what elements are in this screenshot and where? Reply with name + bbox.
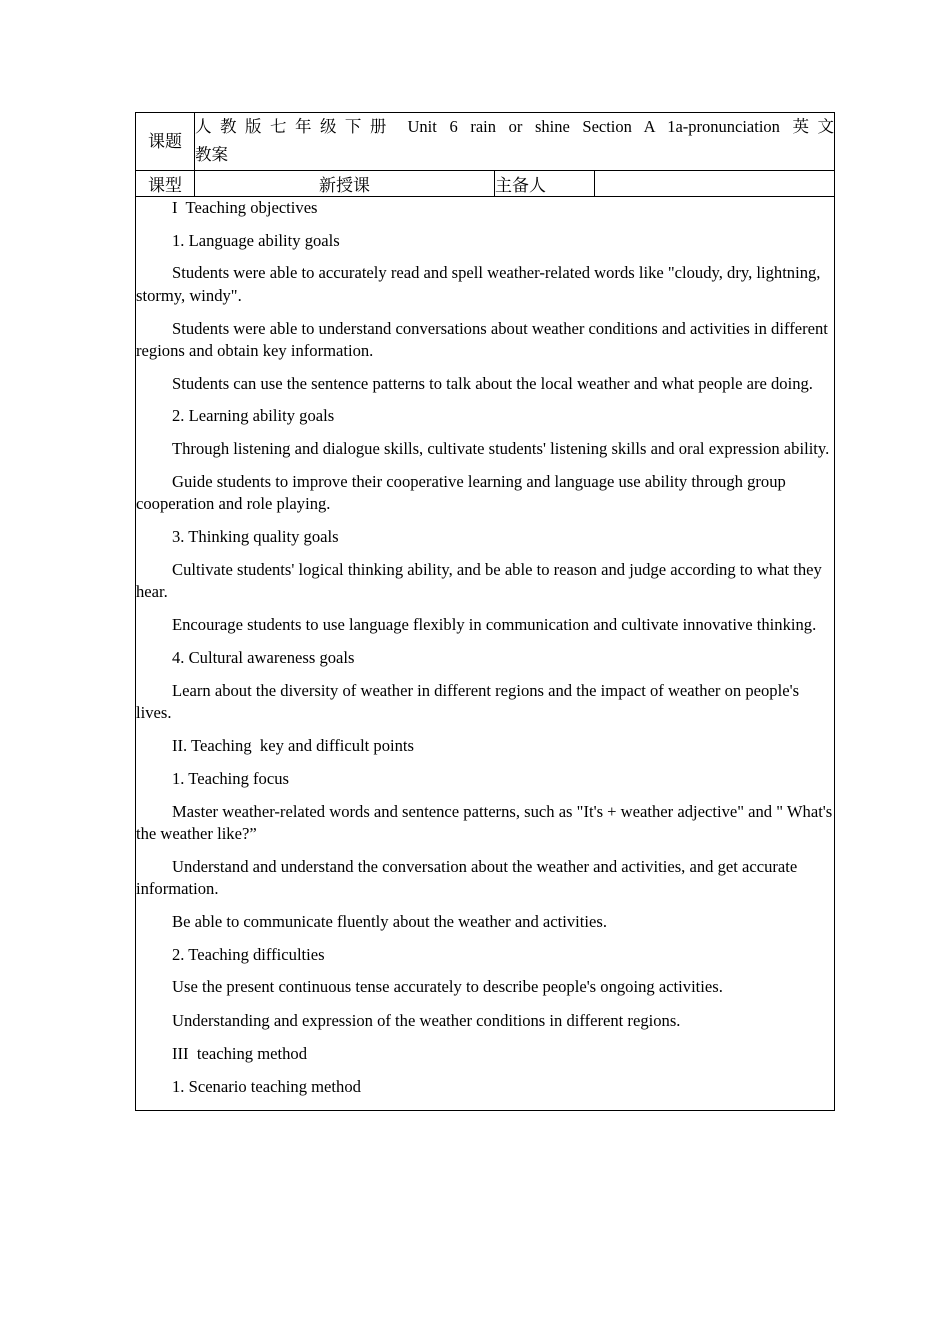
body-paragraph: Guide students to improve their cooperative learning and language use ability through group cooperation and role playing.	[136, 472, 790, 514]
lesson-title-line-1: 人教版七年级下册 Unit 6 rain or shine Section A 1a-pronunciation 英文	[195, 117, 835, 136]
body-paragraph: Understanding and expression of the weather conditions in different regions.	[172, 1010, 681, 1030]
body-paragraph: Cultivate students' logical thinking ability, and be able to reason and judge according to what they hear.	[136, 560, 826, 602]
body-paragraph: Master weather-related words and sentence patterns, such as "It's + weather adjective" and " What's the weather like?”	[136, 801, 837, 843]
main-preparer-value	[595, 170, 835, 196]
body-paragraph: 1. Scenario teaching method	[172, 1077, 361, 1097]
body-paragraph: Students can use the sentence patterns to talk about the local weather and what people are doing.	[172, 373, 813, 393]
lesson-type-value: 新授课	[195, 170, 495, 196]
body-paragraph: 2. Learning ability goals	[172, 406, 335, 426]
body-paragraph: Students were able to understand conversations about weather conditions and activities in different regions and obtain key information.	[136, 318, 833, 360]
body-paragraph: III teaching method	[172, 1044, 308, 1063]
body-paragraph: 4. Cultural awareness goals	[172, 647, 355, 667]
body-paragraph: Learn about the diversity of weather in different regions and the impact of weather on people's lives.	[136, 680, 804, 723]
body-paragraph: Students were able to accurately read and spell weather-related words like "cloudy, dry, lightning, stormy, windy".	[136, 263, 825, 305]
lesson-body-cell	[136, 196, 835, 1110]
body-paragraph: 2. Teaching difficulties	[172, 944, 325, 964]
table-row-body	[136, 196, 835, 1110]
body-paragraph: Be able to communicate fluently about the weather and activities.	[172, 911, 607, 931]
row-label-main-preparer: 主备人	[495, 170, 595, 196]
row-label-lesson-type: 课型	[136, 170, 195, 196]
table-row-lesson-type	[136, 170, 835, 196]
body-paragraph: I Teaching objectives	[172, 197, 318, 217]
body-paragraph: Encourage students to use language flexibly in communication and cultivate innovative thinking.	[172, 615, 817, 635]
lesson-title-line-2: 教案	[195, 145, 228, 165]
body-paragraph: Through listening and dialogue skills, cultivate students' listening skills and oral expression ability.	[172, 439, 830, 459]
body-paragraph: Use the present continuous tense accurately to describe people's ongoing activities.	[172, 977, 723, 997]
body-paragraph: 3. Thinking quality goals	[172, 527, 339, 547]
lesson-plan-table	[135, 112, 835, 1111]
body-paragraph: 1. Language ability goals	[172, 230, 340, 250]
row-label-subject: 课题	[136, 113, 195, 171]
body-paragraph: Understand and understand the conversation about the weather and activities, and get accurate information.	[136, 856, 802, 898]
table-row-title	[136, 113, 835, 171]
lesson-title-cell	[195, 113, 835, 171]
body-paragraph: II. Teaching key and difficult points	[172, 735, 415, 755]
body-paragraph: 1. Teaching focus	[172, 768, 289, 788]
